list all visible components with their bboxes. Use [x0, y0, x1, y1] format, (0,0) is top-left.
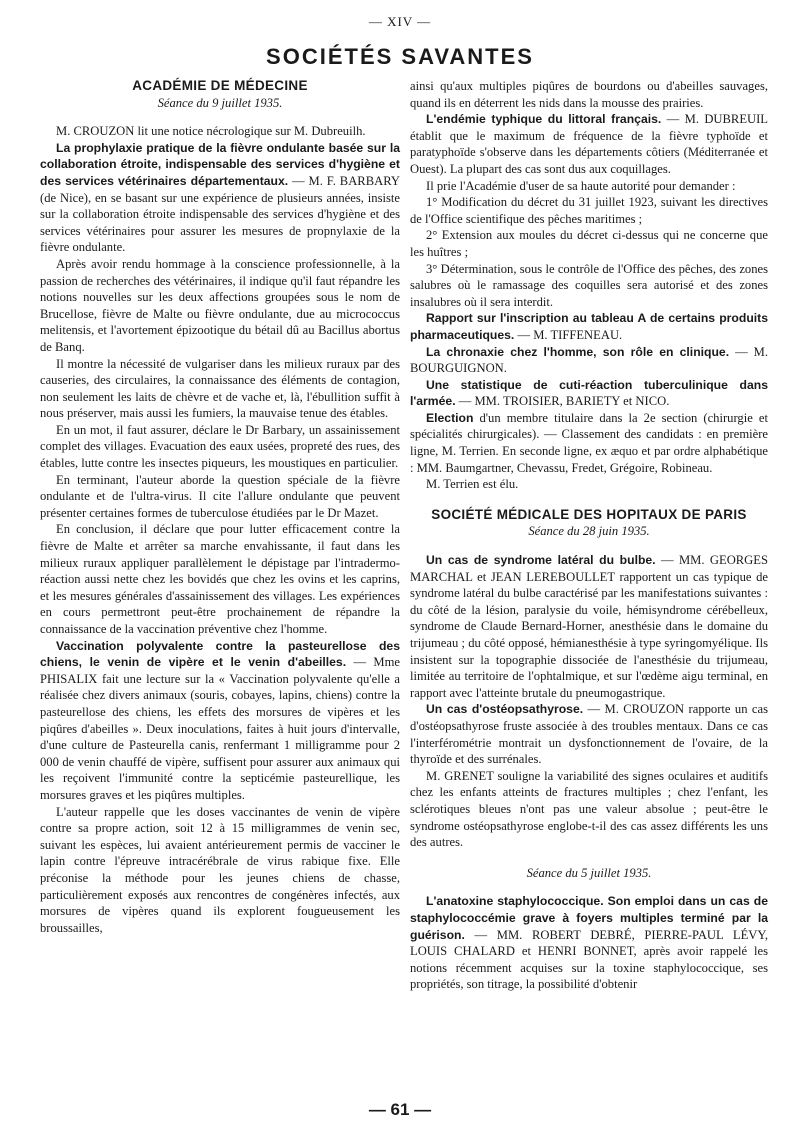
paragraph-text: En terminant, l'auteur aborde la question spéciale de la fièvre ondulante et de l'ultra-virus. Il cite l'allure ondulante que peuvent présenter certaines formes de tuberculose étudiées par le Dr Mazet.: [40, 472, 400, 520]
paragraph-text: — MM. ROBERT DEBRÉ, PIERRE-PAUL LÉVY, LOUIS CHALARD et HENRI BONNET, après avoir rappelé les notions récemment acquises sur la toxine staphylococcique, ses propriétés, son titrage, la possibilité d'obtenir: [410, 927, 768, 992]
paragraph-text: — M. TIFFENEAU.: [514, 327, 623, 342]
paragraph-text: — M. F. BARBARY (de Nice), en se basant sur une expérience de plusieurs années, insiste sur la collaboration étroite indispensable des services d'hygiène et des services vétérinaires pour assurer les mesures de propnylaxie de la fièvre ondulante.: [40, 173, 400, 255]
paragraph: [410, 227, 768, 260]
paragraph: [410, 476, 768, 493]
paragraph: [410, 410, 768, 476]
page-title: SOCIÉTÉS SAVANTES: [266, 44, 534, 69]
paragraph-heading: Vaccination polyvalente contre la pasteurellose des chiens, le venin de vipère et le venin d'abeilles.: [40, 638, 400, 670]
paragraph-text: Après avoir rendu hommage à la conscience professionnelle, à la passion de recherches des vétérinaires, il indique qu'il faut répandre les notions nouvelles sur les deux affections groupées sous le nom de Brucellose, fièvre de Malte ou fièvre ondulante, due au micrococcus melitensis, et l'avortement épizootique du bétail dû au Bacillus abortus de Banq.: [40, 256, 400, 354]
paragraph-text: 3° Détermination, sous le contrôle de l'Office des pêches, des zones salubres où le ramassage des coquilles sera autorisé et des zones insalubres où il sera interdit.: [410, 261, 768, 309]
paragraph-text: En un mot, il faut assurer, déclare le Dr Barbary, un assainissement complet des villages. Evacuation des eaux usées, propreté des rues, des étables, lutte contre les insectes piqueurs, les moustiques en particulier.: [40, 422, 400, 471]
seance-date-3: Séance du 5 juillet 1935.: [526, 865, 652, 880]
paragraph-heading: La chronaxie chez l'homme, son rôle en clinique.: [426, 344, 730, 359]
paragraph: [410, 78, 768, 111]
paragraph-text: ainsi qu'aux multiples piqûres de bourdons ou d'abeilles sauvages, quand ils en déterrent les nids dans la mousse des prairies.: [410, 79, 768, 110]
paragraph-text: — M. CROUZON rapporte un cas d'ostéopsathyrose fruste associée à des troubles mentaux. Dans ce cas l'interférométrie montrait un dysfonctionnement de l'ovaire, de la thyroïde et des surrénales.: [410, 702, 768, 767]
paragraph: [410, 701, 768, 767]
paragraph-text: — MM. GEORGES MARCHAL et JEAN LEREBOULLET rapportent un cas typique de syndrome latéral du bulbe caractérisé par les manifestations suivantes : du côté de la lésion, paralysie du voile, hémisyndrome cérébelleux, syndrome de Claude Bernard-Horner, anesthésie dans le domaine du trijumeau ; du côté opposé, hémianesthésie à type syringomyélique. Ils insistent sur la topographie dissociée de l'anesthésie du trijumeau, limitée au territoire de l'ophtalmique, et sur l'œdème aigu terminal, en rapport avec l'atteinte brutale du pneumogastrique.: [410, 553, 768, 700]
paragraph: [410, 178, 768, 195]
paragraph-text: M. GRENET souligne la variabilité des signes oculaires et auditifs chez les enfants atteints de fractures multiples ; chez l'enfant, les sclérotiques bleues n'ont pas une valeur absolue ; peut-être le syndrome ostéopsathyrose englobe-t-il des cas assez différents les uns des autres.: [410, 768, 768, 850]
paragraph: [40, 804, 400, 937]
section-title-hopitaux: SOCIÉTÉ MÉDICALE DES HOPITAUX DE PARIS: [431, 506, 747, 522]
paragraph: [40, 422, 400, 472]
section-title-academie: ACADÉMIE DE MÉDECINE: [132, 78, 308, 93]
paragraph-text: M. Terrien est élu.: [426, 477, 519, 492]
paragraph: [410, 194, 768, 227]
paragraph: [40, 123, 400, 140]
paragraph-heading: Une statistique de cuti-réaction tuberculinique dans l'armée.: [410, 377, 768, 409]
paragraph-text: — M. DUBREUIL établit que le maximum de fréquence de la fièvre typhoïde et paratyphoïde s'observe dans les départements côtiers (Méditerranée et Ouest). La plupart des cas sont dus aux coquillages.: [410, 112, 768, 176]
roman-page-number: — XIV —: [368, 14, 432, 29]
paragraph-text: M. CROUZON lit une notice nécrologique sur M. Dubreuilh.: [56, 124, 366, 139]
paragraph: [410, 893, 768, 993]
paragraph: [410, 310, 768, 343]
paragraph: [410, 111, 768, 177]
paragraph: [40, 356, 400, 422]
paragraph-text: En conclusion, il déclare que pour lutter efficacement contre la fièvre de Malte et arrêter sa marche envahissante, il faut dans les milieux ruraux appliquer parallèlement le dépistage par l'intradermo-réaction aussi nette chez les bovidés que chez les ovins et les caprins, et les mesures générales d'assainissement des villages. Les expériences en cours permettront peut-être prochainement de répandre la connaissance de la vaccination préventive chez l'homme.: [40, 522, 400, 636]
right-body-bottom: [410, 893, 768, 993]
paragraph-text: 1° Modification du décret du 31 juillet 1923, suivant les directives de l'Office scientifique des pêches maritimes ;: [410, 195, 768, 226]
paragraph: [410, 768, 768, 851]
paragraph: [40, 638, 400, 804]
paragraph: [40, 256, 400, 356]
paragraph: [410, 261, 768, 311]
paragraph-text: d'un membre titulaire dans la 2e section (chirurgie et spécialités chirurgicales). — Classement des candidats : en première ligne, M. Terrien. En seconde ligne, ex æquo et par ordre alphabétique : MM. Baumgartner, Chevassu, Fredet, Grégoire, Robineau.: [410, 410, 768, 475]
paragraph-text: — Mme PHISALIX fait une lecture sur la « Vaccination polyvalente qu'elle a réalisée chez divers animaux (souris, cobayes, lapins, chiens) contre la pasteurellose des chiens, les effets des morsures de vipères et les piqûres d'abeilles ». Deux inoculations, faites à huit jours d'intervalle, d'une culture de Pasteurella canis, renfermant 1 milligramme pour 2 000 de venin chauffé de vipère, suffisent pour assurer aux animaux qui les reçoivent l'immunité contre la septicémie pasteurellique, les morsures graves et les piqûres multiples.: [40, 655, 400, 802]
left-column: [40, 78, 400, 936]
seance-date-2: Séance du 28 juin 1935.: [528, 524, 650, 539]
paragraph-heading: Election: [426, 410, 474, 425]
page-number: — 61 —: [368, 1100, 432, 1119]
seance-date: Séance du 9 juillet 1935.: [157, 95, 283, 110]
paragraph: [40, 521, 400, 637]
paragraph-heading: L'anatoxine staphylococcique. Son emploi dans un cas de staphylococcémie grave à foyers multiples terminé par la guérison.: [410, 894, 768, 942]
paragraph-heading: Rapport sur l'inscription au tableau A de certains produits pharmaceutiques.: [410, 311, 768, 342]
paragraph-text: Il montre la nécessité de vulgariser dans les milieux ruraux par des causeries, des circulaires, la connaissance des éléments de contagion, non seulement les laits de chèvre et de vache et, là, l'ébullition suffit à nous préserver, mais aussi les fumiers, la mauvaise tenue des étables.: [40, 356, 400, 421]
right-body-mid: [410, 552, 768, 851]
paragraph: [40, 472, 400, 522]
paragraph-heading: Un cas de syndrome latéral du bulbe.: [426, 553, 656, 568]
paragraph: [40, 140, 400, 256]
left-body: [40, 123, 400, 936]
paragraph: [410, 377, 768, 410]
paragraph-text: 2° Extension aux moules du décret ci-dessus qui ne concerne que les huîtres ;: [410, 228, 768, 259]
paragraph: [410, 552, 768, 701]
paragraph-heading: La prophylaxie pratique de la fièvre ondulante basée sur la collaboration étroite, indispensable des services d'hygiène et des services vétérinaires départementaux.: [40, 140, 400, 188]
right-column: [410, 78, 768, 993]
right-body-top: [410, 78, 768, 493]
paragraph-text: — MM. TROISIER, BARIETY et NICO.: [455, 394, 670, 409]
paragraph-text: L'auteur rappelle que les doses vaccinantes de venin de vipère contre sa propre action, soit 12 à 15 milligrammes de venin sec, suivant les espèces, lui avaient antérieurement permis de vacciner le lapin contre l'épreuve intracérébrale de virus rabique fixe. Elle préconise la méthode pour les jeunes chiens de chasse, particulièrement exposés aux rencontres de congénères infectés, aux morsures de vipères quand ils explorent fougueusement les broussailles,: [40, 804, 400, 935]
paragraph: [410, 344, 768, 377]
paragraph-heading: Un cas d'ostéopsathyrose.: [426, 702, 584, 717]
paragraph-heading: L'endémie typhique du littoral français.: [426, 112, 662, 127]
paragraph-text: Il prie l'Académie d'user de sa haute autorité pour demander :: [426, 178, 736, 193]
paragraph-text: — M. BOURGUIGNON.: [410, 344, 768, 376]
